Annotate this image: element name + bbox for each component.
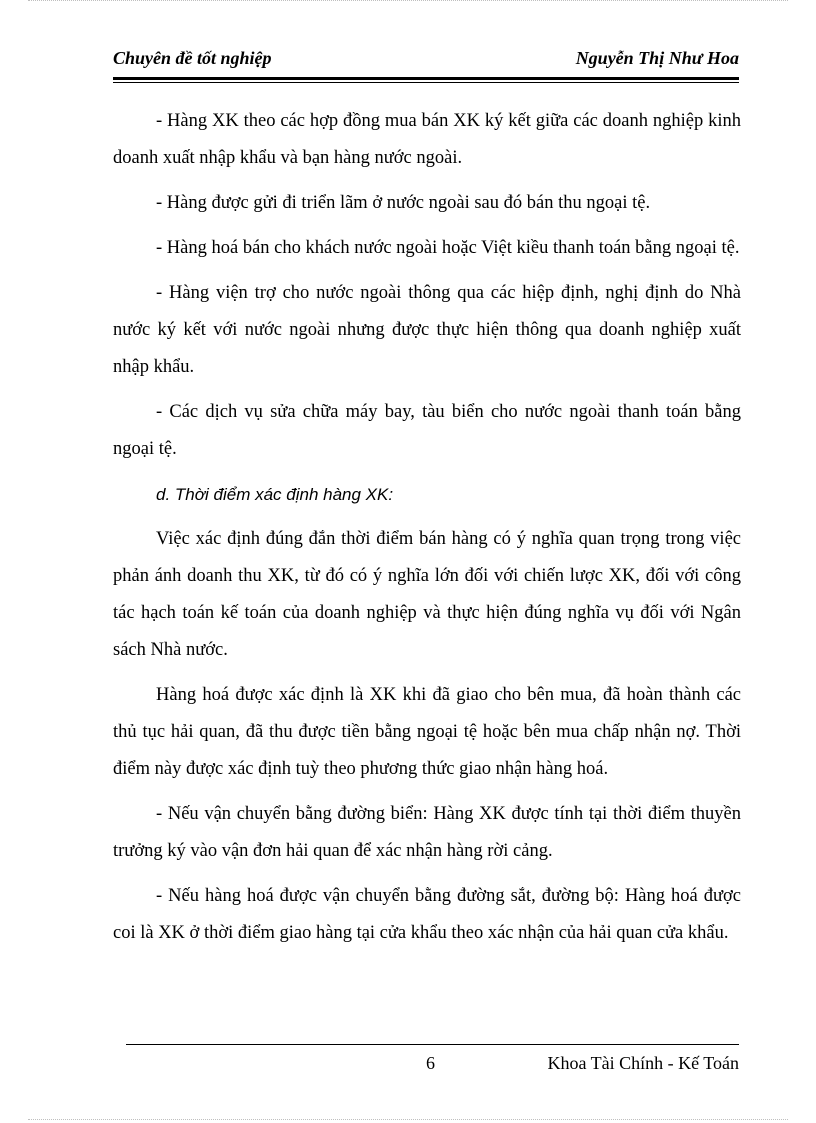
- page-border-top: [28, 0, 788, 1]
- page-number: 6: [426, 1053, 435, 1073]
- header-rule-thick: [113, 77, 739, 80]
- section-subheading: d. Thời điểm xác định hàng XK:: [156, 485, 394, 504]
- paragraph-4: - Hàng viện trợ cho nước ngoài thông qua các hiệp định, nghị định do Nhà nước ký kết với nước ngoài nhưng được thực hiện thông qua doanh nghiệp xuất nhập khẩu.: [113, 283, 741, 377]
- header-author: Nguyễn Thị Như Hoa: [575, 48, 739, 68]
- footer-rule: [126, 1044, 739, 1045]
- page-border-bottom: [28, 1119, 788, 1120]
- paragraph-6: Việc xác định đúng đắn thời điểm bán hàng có ý nghĩa quan trọng trong việc phản ánh doanh thu XK, từ đó có ý nghĩa lớn đối với chiến lược XK, đối với công tác hạch toán kế toán của doanh nghiệp và thực hiện đúng nghĩa vụ đối với Ngân sách Nhà nước.: [113, 529, 741, 660]
- paragraph-9: - Nếu hàng hoá được vận chuyển bằng đường sắt, đường bộ: Hàng hoá được coi là XK ở thời điểm giao hàng tại cửa khẩu theo xác nhận của hải quan cửa khẩu.: [113, 886, 741, 943]
- page-header: [113, 42, 739, 78]
- paragraph-8: - Nếu vận chuyển bằng đường biển: Hàng XK được tính tại thời điểm thuyền trưởng ký vào vận đơn hải quan để xác nhận hàng rời cảng.: [113, 804, 741, 861]
- paragraph-2: - Hàng được gửi đi triển lãm ở nước ngoài sau đó bán thu ngoại tệ.: [156, 193, 651, 213]
- header-rule-thin: [113, 82, 739, 83]
- body-text: [113, 103, 741, 960]
- footer-department: Khoa Tài Chính - Kế Toán: [547, 1053, 739, 1073]
- paragraph-1: - Hàng XK theo các hợp đồng mua bán XK ký kết giữa các doanh nghiệp kinh doanh xuất nhập khẩu và bạn hàng nước ngoài.: [113, 111, 741, 168]
- paragraph-5: - Các dịch vụ sửa chữa máy bay, tàu biển cho nước ngoài thanh toán bằng ngoại tệ.: [113, 402, 741, 459]
- paragraph-7: Hàng hoá được xác định là XK khi đã giao cho bên mua, đã hoàn thành các thủ tục hải quan, đã thu được tiền bằng ngoại tệ hoặc bên mua chấp nhận nợ. Thời điểm này được xác định tuỳ theo phương thức giao nhận hàng hoá.: [113, 685, 741, 779]
- header-left-title: Chuyên đề tốt nghiệp: [113, 48, 272, 68]
- paragraph-3: - Hàng hoá bán cho khách nước ngoài hoặc Việt kiều thanh toán bằng ngoại tệ.: [156, 238, 740, 258]
